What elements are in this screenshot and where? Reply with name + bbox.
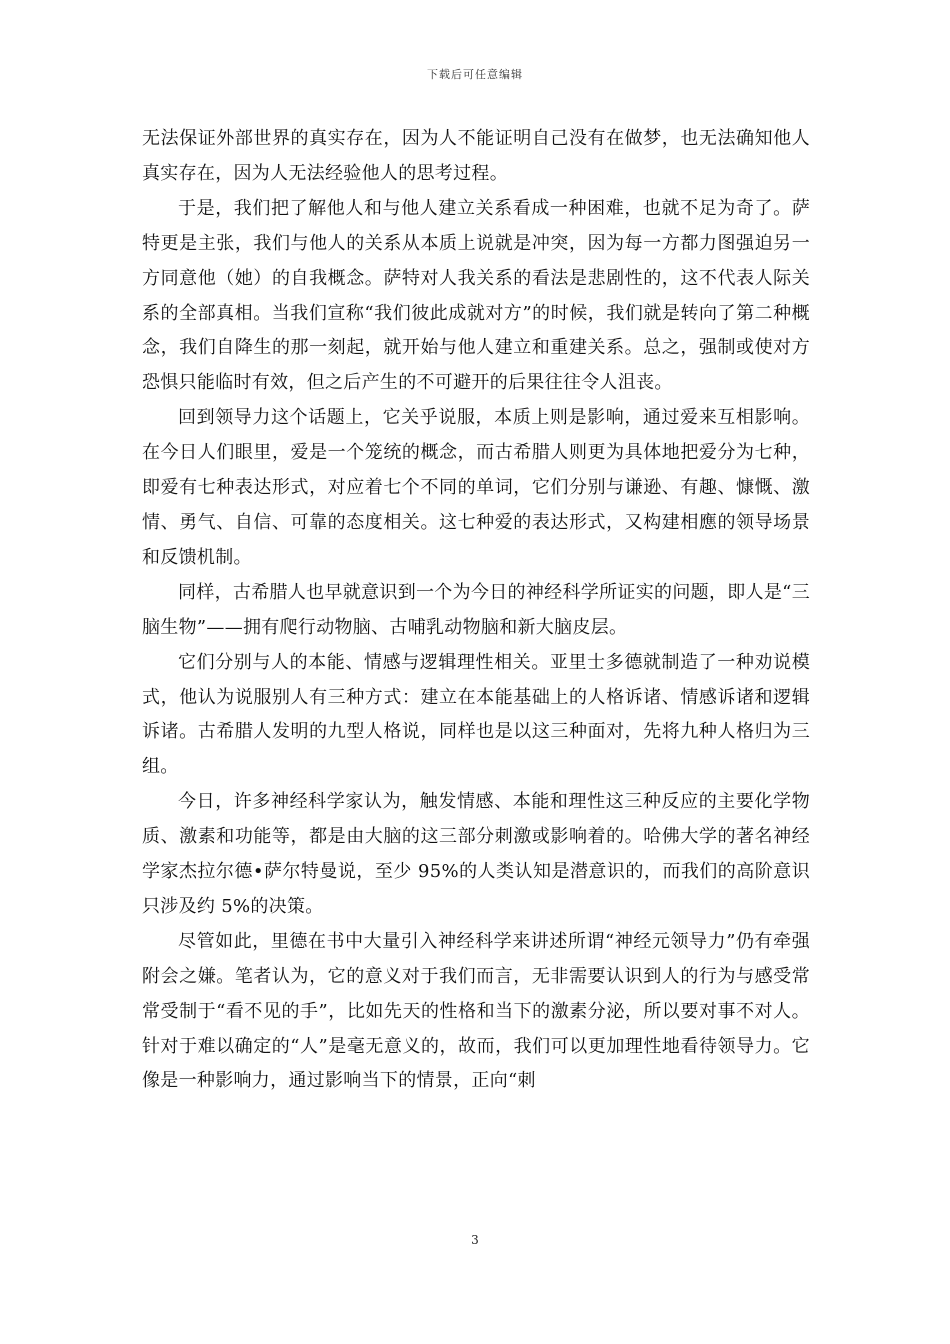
paragraph: 它们分别与人的本能、情感与逻辑理性相关。亚里士多德就制造了一种劝说模式，他认为说服别人有三种方式：建立在本能基础上的人格诉诸、情感诉诸和逻辑诉诸。古希腊人发明的九型人格说，同样也是以这三种面对，先将九种人格归为三组。 [142, 651, 810, 778]
paragraph: 无法保证外部世界的真实存在，因为人不能证明自己没有在做梦，也无法确知他人真实存在，因为人无法经验他人的思考过程。 [142, 128, 810, 184]
paragraph: 于是，我们把了解他人和与他人建立关系看成一种困难，也就不足为奇了。萨特更是主张，我们与他人的关系从本质上说就是冲突，因为每一方都力图强迫另一方同意他（她）的自我概念。萨特对人我关系的看法是悲剧性的，这不代表人际关系的全部真相。当我们宣称“我们彼此成就对方”的时候，我们就是转向了第二种概念，我们自降生的那一刻起，就开始与他人建立和重建关系。总之，强制或使对方恐惧只能临时有效，但之后产生的不可避开的后果往往令人沮丧。 [142, 197, 810, 394]
paragraph: 尽管如此，里德在书中大量引入神经科学来讲述所谓“神经元领导力”仍有牵强附会之嫌。笔者认为，它的意义对于我们而言，无非需要认识到人的行为与感受常常受制于“看不见的手”，比如先天的性格和当下的激素分泌，所以要对事不对人。针对于难以确定的“人”是毫无意义的，故而，我们可以更加理性地看待领导力。它像是一种影响力，通过影响当下的情景，正向“刺 [142, 930, 810, 1092]
paragraph: 今日，许多神经科学家认为，触发情感、本能和理性这三种反应的主要化学物质、激素和功能等，都是由大脑的这三部分刺激或影响着的。哈佛大学的著名神经学家杰拉尔德•萨尔特曼说，至少 95%的人类认知是潜意识的，而我们的高阶意识只涉及约 5%的决策。 [142, 791, 810, 917]
body-text [142, 122, 810, 1099]
paragraph: 同样，古希腊人也早就意识到一个为今日的神经科学所证实的问题，即人是“三脑生物”——拥有爬行动物脑、古哺乳动物脑和新大脑皮层。 [142, 581, 810, 638]
paragraph: 回到领导力这个话题上，它关乎说服，本质上则是影响，通过爱来互相影响。在今日人们眼里，爱是一个笼统的概念，而古希腊人则更为具体地把爱分为七种，即爱有七种表达形式，对应着七个不同的单词，它们分别与谦逊、有趣、慷慨、激情、勇气、自信、可靠的态度相关。这七种爱的表达形式，又构建相應的领导场景和反馈机制。 [142, 407, 810, 568]
page-header: 下载后可任意编辑 [427, 68, 523, 81]
page-number: 3 [471, 1233, 479, 1247]
